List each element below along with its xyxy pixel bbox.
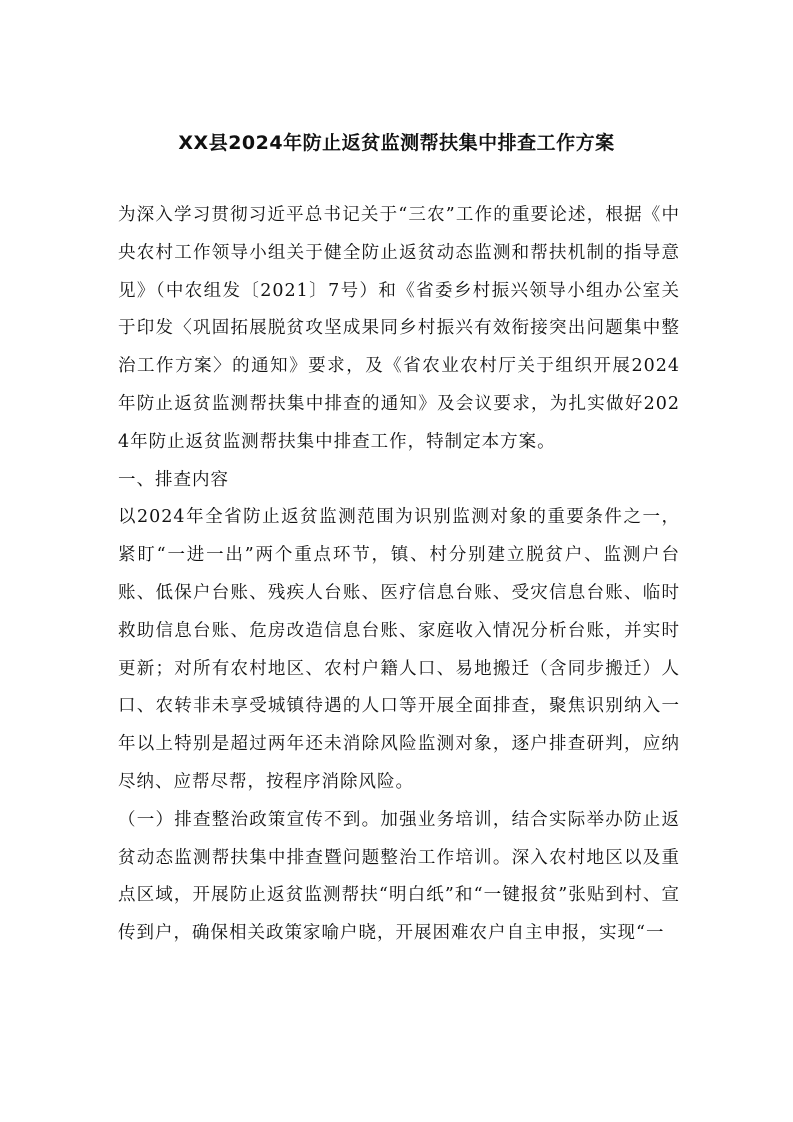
section-1-paragraph: 以2024年全省防止返贫监测范围为识别监测对象的重要条件之一，紧盯“一进一出”两个重点环节，镇、村分别建立脱贫户、监测户台账、低保户台账、残疾人台账、医疗信息台账、受灾信息台账、临时救助信息台账、危房改造信息台账、家庭收入情况分析台账，并实时更新；对所有农村地区、农村户籍人口、易地搬迁（含同步搬迁）人口、农转非未享受城镇待遇的人口等开展全面排查，聚焦识别纳入一年以上特别是超过两年还未消除风险监测对象，逐户排查研判，应纳尽纳、应帮尽帮，按程序消除风险。: [118, 507, 680, 792]
subsection-1-paragraph: （一）排查整治政策宣传不到。加强业务培训，结合实际举办防止返贫动态监测帮扶集中排查暨问题整治工作培训。深入农村地区以及重点区域，开展防止返贫监测帮扶“明白纸”和“一键报贫”张贴到村、宣传到户，确保相关政策家喻户晓，开展困难农户自主申报，实现“一: [118, 809, 680, 944]
document-title: XX县2024年防止返贫监测帮扶集中排查工作方案: [178, 132, 615, 154]
document-body: [118, 197, 680, 953]
intro-paragraph: 为深入学习贯彻习近平总书记关于“三农”工作的重要论述，根据《中央农村工作领导小组关于健全防止返贫动态监测和帮扶机制的指导意见》（中农组发〔2021〕7号）和《省委乡村振兴领导小组办公室关于印发〈巩固拓展脱贫攻坚成果同乡村振兴有效衔接突出问题集中整治工作方案〉的通知》要求，及《省农业农村厅关于组织开展2024年防止返贫监测帮扶集中排查的通知》及会议要求，为扎实做好2024年防止返贫监测帮扶集中排查工作，特制定本方案。: [118, 205, 680, 452]
section-heading-1: 一、排查内容: [118, 469, 229, 490]
